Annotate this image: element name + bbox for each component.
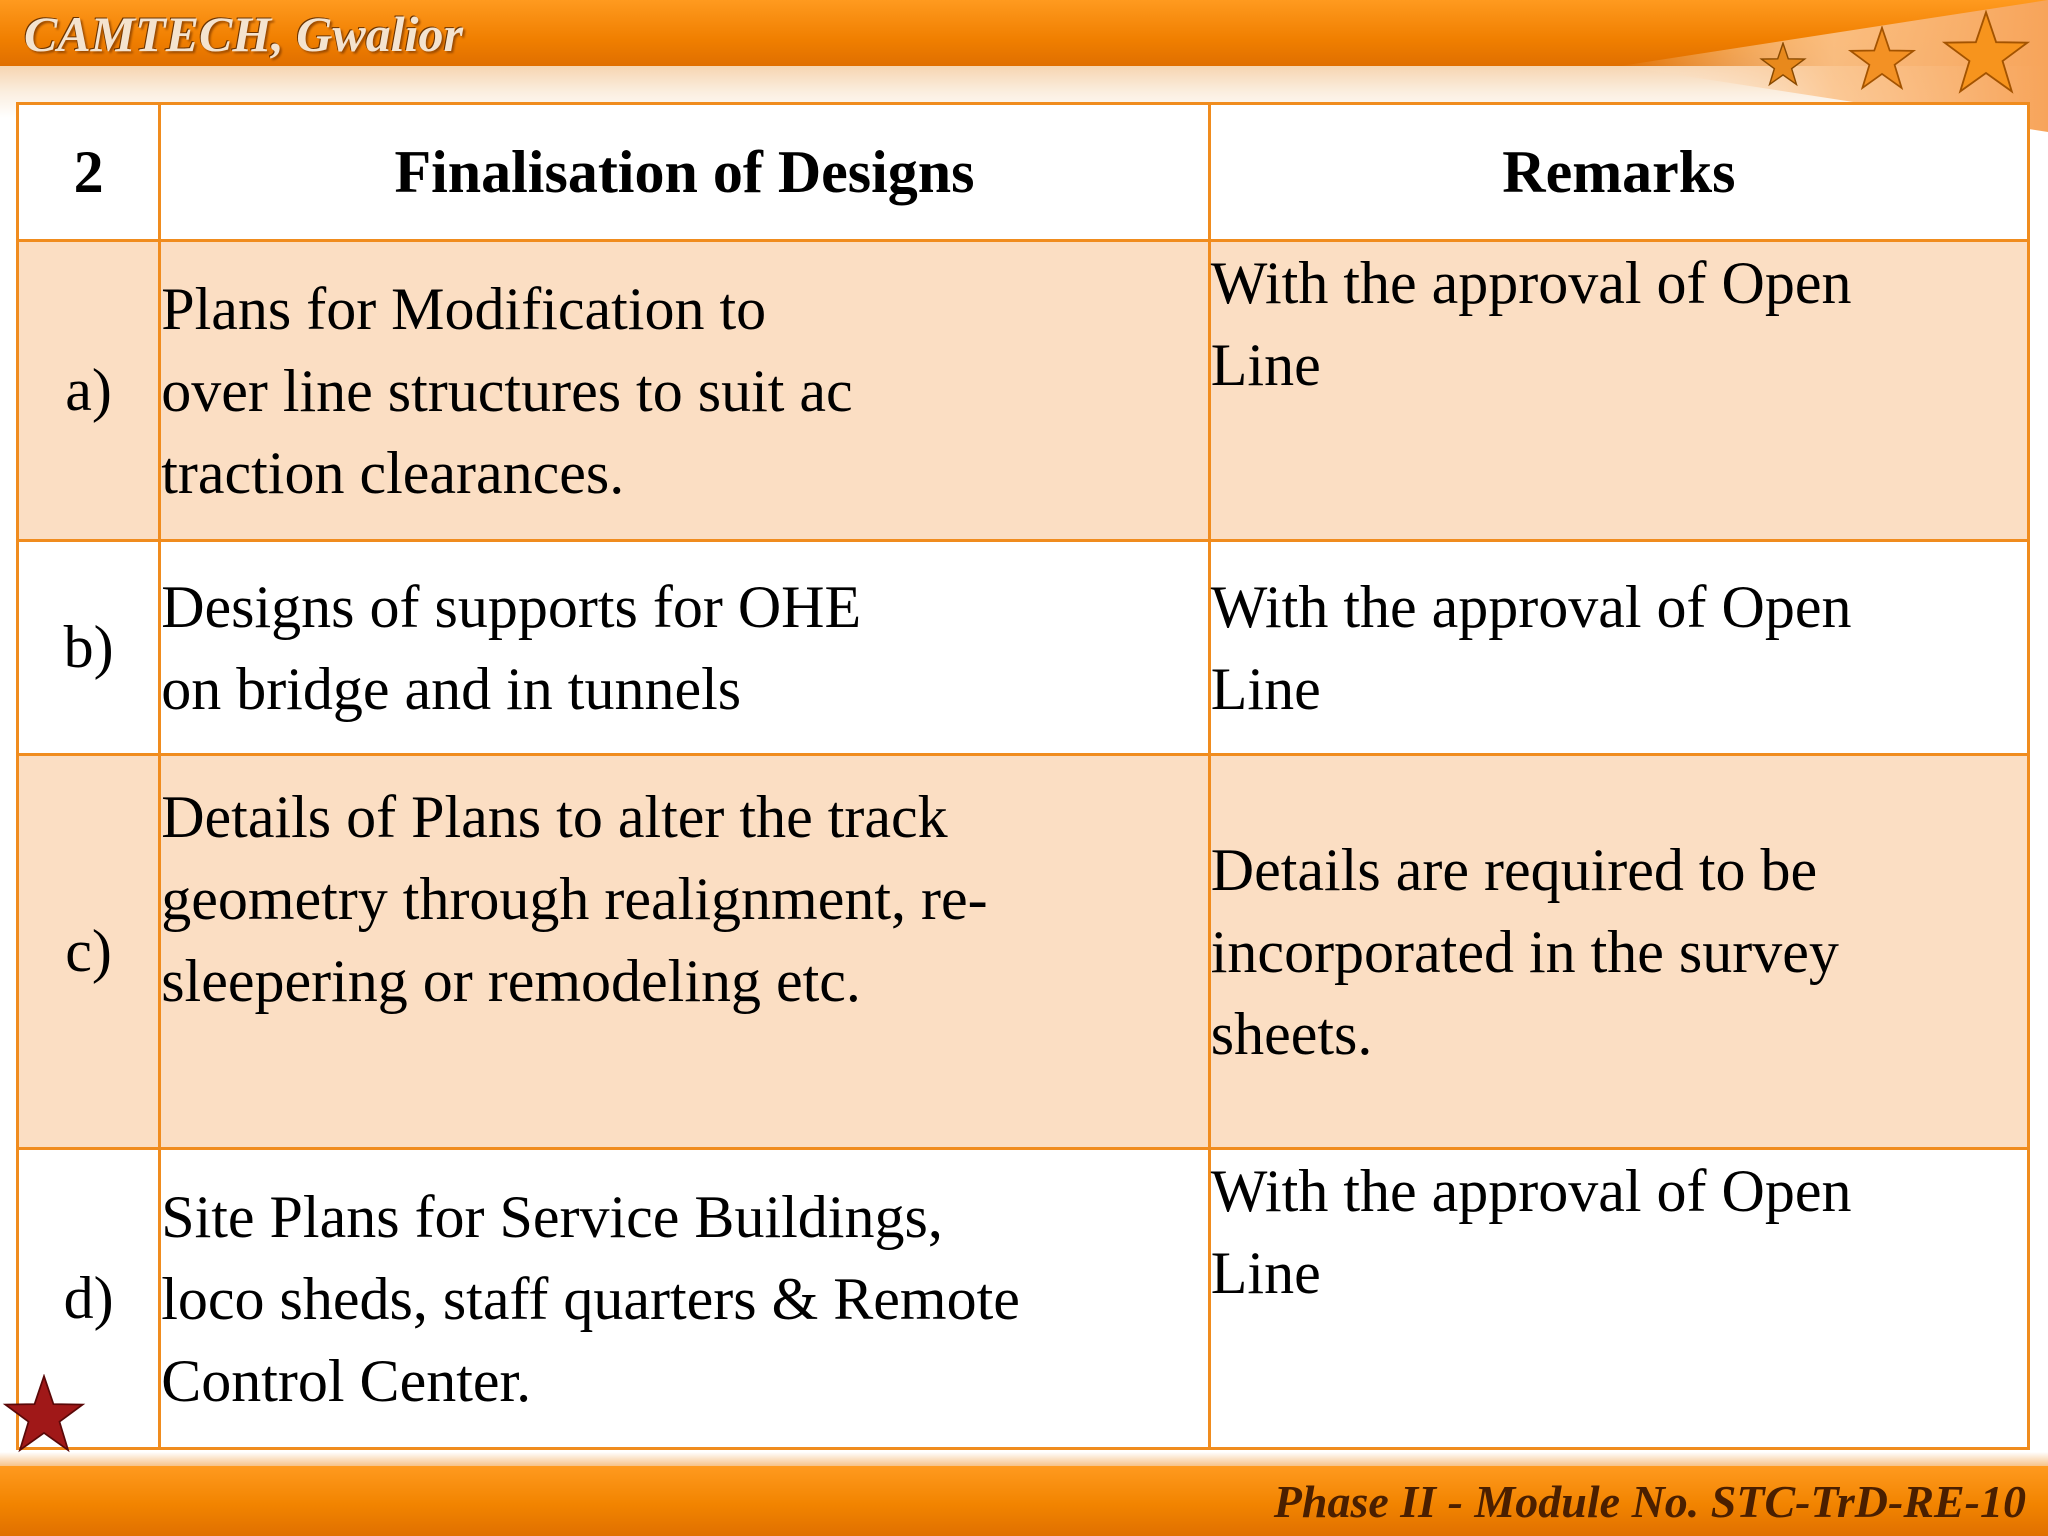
- star-icon: [1846, 26, 1918, 96]
- remark-cell: [1209, 755, 2028, 1149]
- star-icon: [0, 1374, 88, 1460]
- table-row: [18, 541, 2029, 755]
- remark-line: incorporated in the survey: [1210, 918, 1839, 985]
- remark-cell: [1209, 1149, 2028, 1449]
- task-line: over line structures to suit ac: [161, 357, 853, 424]
- star-icon: [1758, 42, 1808, 90]
- task-cell: [160, 241, 1210, 541]
- remark-line: Line: [1210, 332, 1321, 398]
- remark-cell: [1209, 541, 2028, 755]
- star-icon: [1938, 10, 2034, 102]
- task-line: sleepering or remodeling etc.: [161, 948, 861, 1014]
- table-row: [18, 755, 2029, 1149]
- remark-line: With the approval of Open: [1210, 250, 1852, 316]
- remark-line: Line: [1210, 1240, 1321, 1306]
- table-row: [18, 241, 2029, 541]
- task-line: Control Center.: [161, 1347, 532, 1414]
- remark-cell: [1209, 241, 2028, 541]
- header-number: 2: [18, 104, 160, 241]
- header-finalisation: Finalisation of Designs: [160, 104, 1210, 241]
- remark-line: With the approval of Open: [1210, 1158, 1852, 1224]
- table-header-row: [18, 104, 2029, 241]
- task-line: Plans for Modification to: [161, 275, 767, 342]
- footer-fade: [0, 1452, 2048, 1466]
- remark-line: sheets.: [1210, 1000, 1373, 1067]
- header-remarks: Remarks: [1209, 104, 2028, 241]
- remark-line: Line: [1210, 655, 1321, 722]
- task-line: Details of Plans to alter the track: [161, 784, 948, 850]
- remark-line: With the approval of Open: [1210, 573, 1852, 640]
- row-label: a): [18, 241, 160, 541]
- footer-module-label: Phase II - Module No. STC-TrD-RE-10: [1273, 1476, 2026, 1527]
- task-cell: [160, 755, 1210, 1149]
- task-line: geometry through realignment, re-: [161, 866, 988, 932]
- task-line: loco sheds, staff quarters & Remote: [161, 1265, 1020, 1332]
- task-line: on bridge and in tunnels: [161, 655, 742, 722]
- brand-title: CAMTECH, Gwalior: [24, 6, 463, 62]
- row-label: c): [18, 755, 160, 1149]
- table-row: [18, 1149, 2029, 1449]
- task-line: traction clearances.: [161, 439, 625, 506]
- row-label: d): [18, 1149, 160, 1449]
- designs-table: [16, 102, 2030, 1450]
- task-cell: [160, 541, 1210, 755]
- remark-line: Details are required to be: [1210, 836, 1818, 903]
- task-cell: [160, 1149, 1210, 1449]
- task-line: Site Plans for Service Buildings,: [161, 1183, 943, 1250]
- task-line: Designs of supports for OHE: [161, 573, 862, 640]
- row-label: b): [18, 541, 160, 755]
